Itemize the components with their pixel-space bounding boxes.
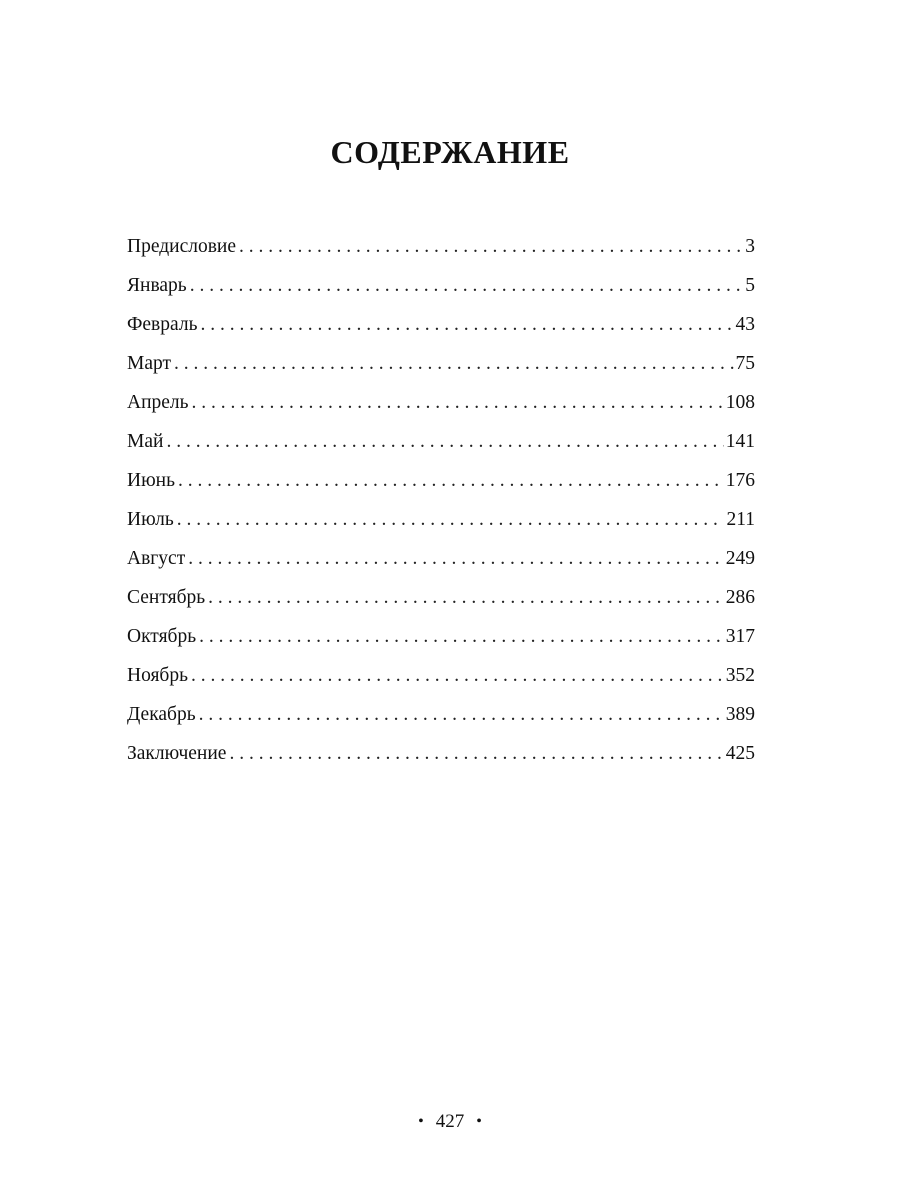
page-footer [0, 1108, 900, 1137]
toc-entry [127, 387, 755, 426]
toc-entry-label: Март [127, 353, 172, 374]
toc-entry-page: 211 [726, 509, 755, 530]
toc-entry-label: Февраль [127, 314, 198, 335]
dot-leader [208, 582, 724, 614]
toc-entry-page: 286 [725, 587, 755, 608]
toc-entry [127, 426, 755, 465]
toc-entry [127, 738, 755, 777]
toc-entry [127, 504, 755, 543]
toc-entry-label: Август [127, 548, 186, 569]
dot-leader [174, 348, 733, 380]
toc-entry-label: Июнь [127, 470, 175, 491]
toc-entry-page: 317 [725, 626, 755, 647]
table-of-contents [127, 231, 755, 777]
toc-entry-label: Май [127, 431, 164, 452]
toc-entry [127, 309, 755, 348]
toc-entry-label: Октябрь [127, 626, 197, 647]
toc-entry [127, 465, 755, 504]
toc-entry-label: Декабрь [127, 704, 196, 725]
toc-entry-page: 5 [745, 275, 755, 296]
toc-entry [127, 348, 755, 387]
dot-leader [200, 309, 733, 341]
dot-leader [199, 621, 724, 653]
toc-entry [127, 699, 755, 738]
toc-entry [127, 582, 755, 621]
folio-bullet-right: • [476, 1113, 482, 1130]
toc-entry [127, 543, 755, 582]
toc-entry-page: 352 [725, 665, 755, 686]
dot-leader [191, 660, 724, 692]
toc-entry-label: Апрель [127, 392, 189, 413]
dot-leader [166, 426, 723, 458]
toc-entry-page: 75 [735, 353, 755, 374]
toc-entry [127, 270, 755, 309]
toc-entry [127, 660, 755, 699]
dot-leader [178, 465, 724, 497]
toc-entry-label: Сентябрь [127, 587, 206, 608]
toc-entry [127, 621, 755, 660]
dot-leader [177, 504, 725, 536]
toc-entry-label: Предисловие [127, 236, 237, 257]
dot-leader [239, 231, 743, 263]
toc-entry-page: 43 [735, 314, 755, 335]
toc-entry-page: 141 [725, 431, 755, 452]
folio-bullet-left: • [418, 1113, 424, 1130]
toc-entry-label: Ноябрь [127, 665, 188, 686]
toc-entry-label: Январь [127, 275, 187, 296]
toc-entry-page: 3 [745, 236, 755, 257]
dot-leader [199, 699, 724, 731]
dot-leader [190, 270, 744, 302]
toc-entry [127, 231, 755, 270]
page-number: 427 [435, 1111, 465, 1132]
dot-leader [192, 387, 724, 419]
dot-leader [188, 543, 724, 575]
toc-entry-label: Июль [127, 509, 174, 530]
toc-entry-page: 249 [725, 548, 755, 569]
toc-entry-label: Заключение [127, 743, 227, 764]
toc-entry-page: 389 [725, 704, 755, 725]
toc-entry-page: 108 [725, 392, 755, 413]
page-title: СОДЕРЖАНИЕ [330, 134, 570, 170]
toc-entry-page: 176 [725, 470, 755, 491]
toc-entry-page: 425 [725, 743, 755, 764]
dot-leader [229, 738, 723, 770]
